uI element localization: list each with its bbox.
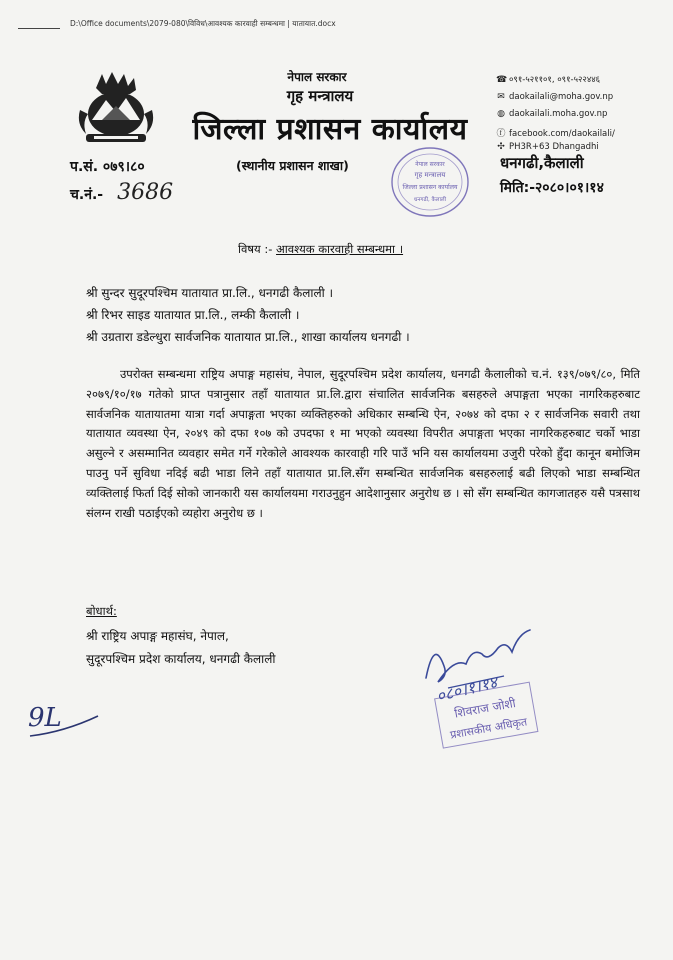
phone-icon: ☎ — [496, 75, 508, 85]
officer-title: प्रशासकीय अधिकृत — [449, 715, 529, 742]
pen-mark — [18, 28, 60, 29]
letter-body: उपरोक्त सम्बन्धमा राष्ट्रिय अपाङ्ग महासंघ, नेपाल, सुदूरपश्चिम प्रदेश कार्यालय, धनगढी कैलालीको च.नं. १३९/०७९/८०, मिति २०७९/१०/१७ गतेको प्राप्त पत्रानुसार तहाँ यातायात प्रा.लि.द्वारा संचालित सार्वजनिक बसहरुले अपाङ्गता भएका नागरिकहरुबाट सार्वजनिक यातायातमा यात्रा गर्दा अपाङ्गता भएका व्यक्तिहरुको अधिकार सम्बन्धि ऐन, २०७४ को दफा २ र सार्वजनिक सवारी तथा यातायात व्यवस्था ऐन, २०४९ को दफा १०७ को उपदफा १ मा भएको व्यवस्था विपरीत अपाङ्गता भएका नागरिकहरुबाट चर्को भाडा असुल्ने र असम्मानित व्यवहार समेत गर्ने गरेकोले आवश्यक कारवाही गरि पाउँ भनि यस कार्यालयमा उजुरी परेको हुँदा कानून बमोजिम पाउनु पर्ने सुविधा नदिई बढी भाडा लिने तहाँ यातायात प्रा.लि.सँग सम्बन्धित सार्वजनिक बसहरुलाई बढी लिएको भाडा सम्बन्धित व्यक्तिलाई फिर्ता दिई सोको जानकारी यस कार्यालयमा गराउनुहुन आदेशानुसार अनुरोध छ । सो सँग सम्बन्धित कागजातहरु यसै पत्रसाथ संलग्न राखी पठाईएको व्यहोरा अनुरोध छ । — [86, 367, 640, 520]
branch-name: (स्थानीय प्रशासन शाखा) — [236, 158, 349, 173]
subject-text: आवश्यक कारवाही सम्बन्धमा । — [276, 242, 404, 256]
reference-number: प.सं. ०७९।८० — [70, 159, 145, 175]
contact-email: ✉ daokailali@moha.gov.np — [497, 92, 614, 102]
dispatch-number — [70, 180, 173, 205]
mail-icon: ✉ — [497, 92, 505, 102]
stamp-line-1: नेपाल सरकार — [415, 161, 445, 168]
file-path-header: D:\Office documents\2079-080\विविध\आवश्यक कारवाही सम्बन्धमा | यातायात.docx — [70, 19, 336, 28]
cc-line-2: सुदूरपश्चिम प्रदेश कार्यालय, धनगढी कैलाली — [86, 652, 276, 666]
government-name: नेपाल सरकार — [287, 70, 347, 84]
contact-facebook: ⓕ facebook.com/daokailali/ — [496, 126, 615, 139]
office-stamp — [389, 144, 471, 220]
ministry-name: गृह मन्त्रालय — [286, 87, 354, 105]
margin-note — [24, 696, 104, 744]
location-icon: ✣ — [497, 142, 505, 152]
addressee-2: श्री रिभर साइड यातायात प्रा.लि., लम्की कैलाली । — [86, 308, 300, 322]
contact-website: ◍ daokailali.moha.gov.np — [497, 109, 608, 119]
dispatch-handwritten: 3686 — [117, 180, 174, 205]
officer-name: शिवराज जोशी — [453, 695, 517, 721]
office-name: जिल्ला प्रशासन कार्यालय — [192, 112, 468, 147]
letter-date: मिति:-२०८०।०१।१४ — [500, 180, 604, 196]
margin-note-text: 9L — [28, 703, 62, 733]
cc-title: बोधार्थ: — [86, 604, 117, 618]
nepal-emblem-icon — [72, 70, 160, 148]
stamp-line-2: गृह मन्त्रालय — [414, 171, 446, 179]
addressee-3: श्री उग्रतारा डडेल्धुरा सार्वजनिक यातायात प्रा.लि., शाखा कार्यालय धनगढी । — [86, 330, 410, 344]
contact-plus-code: ✣ PH3R+63 Dhangadhi — [497, 142, 599, 152]
officer-stamp — [418, 680, 558, 770]
contact-phone: ☎ ०९१-५२११०१, ०९१-५२२४४६ — [496, 75, 601, 85]
globe-icon: ◍ — [497, 109, 505, 119]
signature-date: ०८०।१।१४ — [434, 672, 500, 706]
addressee-1: श्री सुन्दर सुदूरपश्चिम यातायात प्रा.लि., धनगढी कैलाली । — [86, 286, 334, 300]
dispatch-label: च.नं.- — [70, 187, 104, 203]
subject-line — [238, 242, 403, 257]
stamp-line-3: जिल्ला प्रशासन कार्यालय — [402, 184, 458, 191]
stamp-line-4: धनगढी, कैलाली — [413, 197, 447, 203]
office-location: धनगढी,कैलाली — [500, 154, 584, 172]
subject-label: विषय :- — [238, 242, 273, 256]
cc-line-1: श्री राष्ट्रिय अपाङ्ग महासंघ, नेपाल, — [86, 629, 229, 643]
facebook-icon: ⓕ — [496, 129, 506, 139]
